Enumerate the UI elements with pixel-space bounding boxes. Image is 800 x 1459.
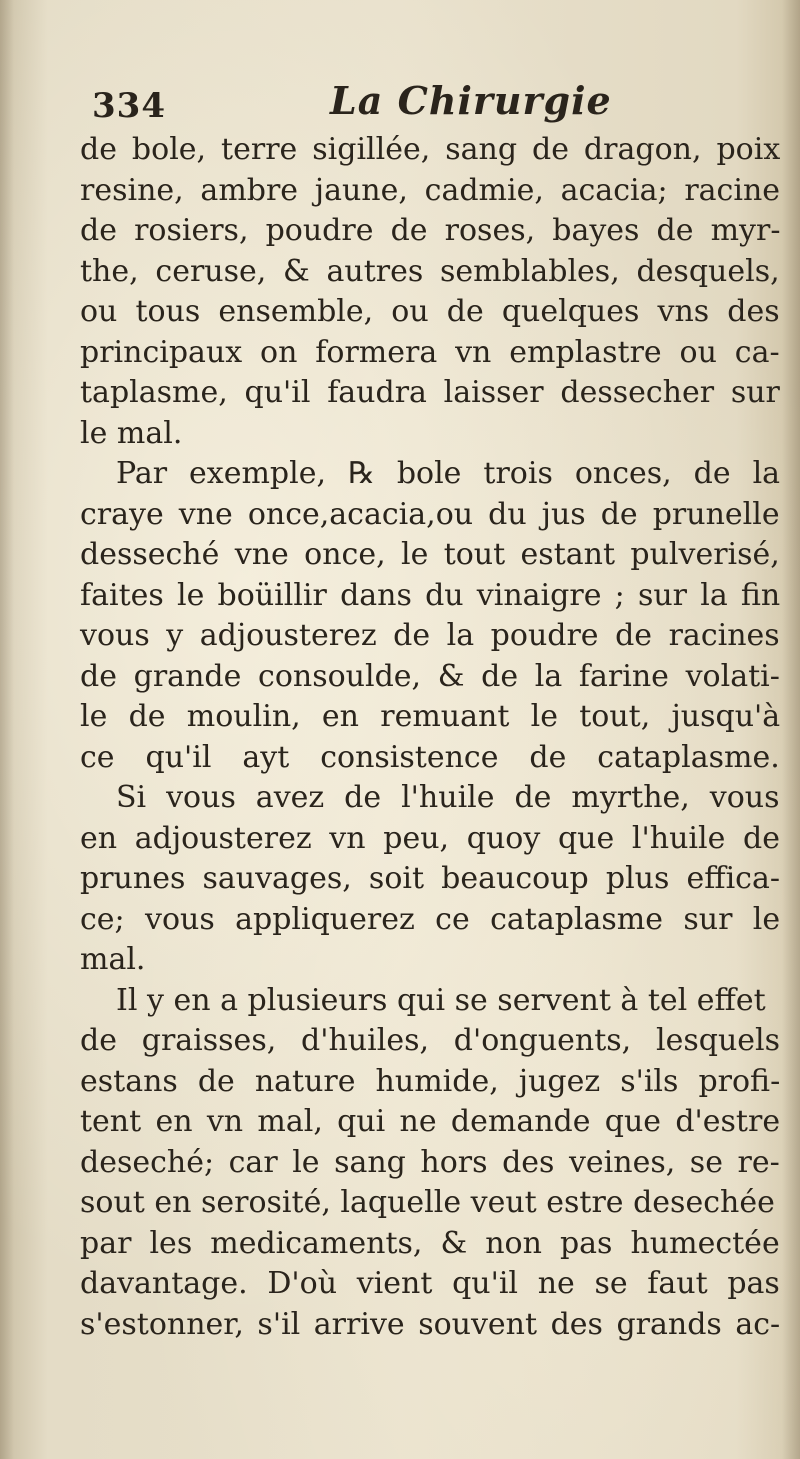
page-edge-shadow-left — [0, 0, 14, 1459]
text-line: tent en vn mal, qui ne demande que d'estre — [80, 1104, 781, 1139]
page-edge-shadow-right — [782, 0, 800, 1459]
text-line: par les medicaments, & non pas humectée — [80, 1225, 780, 1261]
text-line: ce qu'il ayt consistence de cataplasme. — [80, 739, 780, 775]
text-line: the, ceruse, & autres semblables, desquels, — [80, 253, 780, 289]
text-line: faites le boüillir dans du vinaigre ; sur la fin — [80, 577, 781, 613]
text-line: Par exemple, ℞ bole trois onces, de la — [116, 456, 781, 491]
text-line: estans de nature humide, jugez s'ils profi- — [80, 1063, 781, 1099]
text-line: ou tous ensemble, ou de quelques vns des — [80, 294, 780, 329]
text-line: mal. — [80, 942, 146, 977]
running-title: La Chirurgie — [330, 78, 612, 123]
text-line: craye vne once,acacia,ou du jus de prunelle — [80, 496, 780, 532]
text-line: Si vous avez de l'huile de myrthe, vous — [116, 780, 780, 815]
text-line: desseché vne once, le tout estant pulverisé, — [80, 537, 780, 572]
text-line: vous y adjousterez de la poudre de racines — [80, 618, 780, 653]
text-line: sout en serosité, laquelle veut estre desechée — [80, 1185, 775, 1220]
text-line: le de moulin, en remuant le tout, jusqu'à — [80, 699, 781, 734]
text-line: resine, ambre jaune, cadmie, acacia; racine — [80, 172, 781, 208]
text-line: en adjousterez vn peu, quoy que l'huile de — [80, 820, 780, 856]
running-head — [92, 78, 712, 128]
text-line: ce; vous appliquerez ce cataplasme sur le — [80, 901, 781, 937]
text-line: s'estonner, s'il arrive souvent des grands ac- — [80, 1306, 781, 1342]
text-line: Il y en a plusieurs qui se servent à tel effet — [116, 982, 766, 1018]
text-line: taplasme, qu'il faudra laisser dessecher sur — [80, 375, 780, 410]
text-line: de graisses, d'huiles, d'onguents, lesquels — [80, 1023, 781, 1058]
page-number: 334 — [92, 86, 166, 126]
body-text — [80, 130, 780, 1345]
text-line: davantage. D'où vient qu'il ne se faut pas — [80, 1266, 780, 1301]
text-line: le mal. — [80, 415, 183, 451]
text-line: prunes sauvages, soit beaucoup plus effica- — [80, 861, 781, 896]
text-line: de rosiers, poudre de roses, bayes de myr- — [80, 213, 781, 248]
text-line: de grande consoulde, & de la farine volati- — [80, 658, 780, 694]
text-line: de bole, terre sigillée, sang de dragon, poix — [80, 132, 781, 167]
text-line: principaux on formera vn emplastre ou ca- — [80, 334, 780, 370]
text-line: deseché; car le sang hors des veines, se re- — [80, 1144, 780, 1180]
